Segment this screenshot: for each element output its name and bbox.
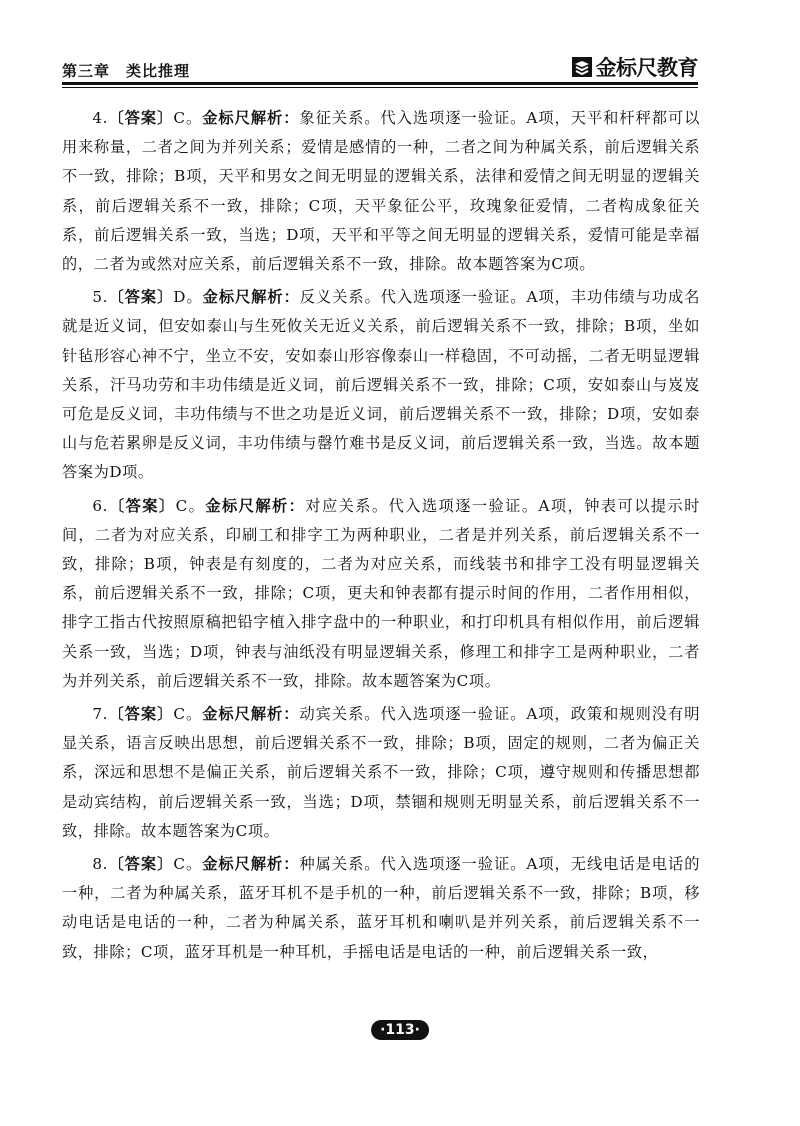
analysis-label: 金标尺解析： — [202, 109, 300, 127]
chapter-title: 第三章 类比推理 — [62, 62, 191, 80]
answer-option: C。 — [173, 109, 203, 127]
answer-item — [62, 700, 700, 846]
analysis-label: 金标尺解析： — [202, 705, 300, 724]
answer-label: 〔答案〕 — [108, 288, 174, 307]
analysis-text: 反义关系。代入选项逐一验证。A项，丰功伟绩与功成名就是近义词，但安如泰山与生死攸关无近义关系，前后逻辑关系不一致，排除；B项，坐如针毡形容心神不宁，坐立不安，安如泰山形容像泰山一样稳固，不可动摇，二者无明显逻辑关系，汗马功劳和丰功伟绩是近义词，前后逻辑关系不一致，排除；C项，安如泰山与岌岌可危是反义词，丰功伟绩与不世之功是近义词，前后逻辑关系不一致，排除；D项，安如泰山与危若累卵是反义词，丰功伟绩与罄竹难书是反义词，前后逻辑关系一致，当选。故本题答案为D项。 — [62, 288, 700, 482]
analysis-label: 金标尺解析： — [205, 496, 306, 515]
analysis-label: 金标尺解析： — [202, 855, 300, 874]
question-number: 4. — [92, 109, 109, 127]
page-number-label: ·113· — [371, 1020, 429, 1040]
answer-item — [62, 850, 700, 967]
brand-name: 金标尺教育 — [595, 56, 698, 80]
question-number: 7. — [92, 705, 109, 724]
analysis-text: 象征关系。代入选项逐一验证。A项，天平和杆秤都可以用来称量，二者之间为并列关系；爱情是感情的一种，二者之间为种属关系，前后逻辑关系不一致，排除；B项，天平和男女之间无明显的逻辑关系，法律和爱情之间无明显的逻辑关系，前后逻辑关系不一致，排除；C项，天平象征公平，玫瑰象征爱情，二者构成象征关系，前后逻辑关系一致，当选；D项，天平和平等之间无明显的逻辑关系，爱情可能是幸福的，二者为或然对应关系，前后逻辑关系不一致，排除。故本题答案为C项。 — [62, 109, 700, 274]
brand-logo — [571, 54, 699, 80]
header-rule-thin — [62, 87, 698, 88]
answer-option: C。 — [175, 496, 206, 515]
page-number — [371, 1020, 429, 1040]
answer-item — [62, 492, 700, 696]
analysis-text: 对应关系。代入选项逐一验证。A项，钟表可以提示时间，二者为对应关系，印刷工和排字工为两种职业，二者是并列关系，前后逻辑关系不一致，排除；B项，钟表是有刻度的，二者为对应关系，而线装书和排字工没有明显逻辑关系，前后逻辑关系不一致，排除；C项，更夫和钟表都有提示时间的作用，二者作用相似，排字工指古代按照原稿把铅字植入排字盘中的一种职业，和打印机具有相似作用，前后逻辑关系一致，当选；D项，钟表与油纸没有明显逻辑关系，修理工和排字工是两种职业，二者为并列关系，前后逻辑关系不一致，排除。故本题答案为C项。 — [62, 496, 700, 690]
question-number: 6. — [92, 496, 109, 515]
page-header — [62, 48, 698, 92]
answer-item — [62, 104, 700, 279]
answer-label: 〔答案〕 — [108, 855, 174, 874]
analysis-text: 动宾关系。代入选项逐一验证。A项，政策和规则没有明显关系，语言反映出思想，前后逻辑关系不一致，排除；B项，固定的规则，二者为偏正关系，深远和思想不是偏正关系，前后逻辑关系不一致，排除；C项，遵守规则和传播思想都是动宾结构，前后逻辑关系一致，当选；D项，禁锢和规则无明显关系，前后逻辑关系不一致，排除。故本题答案为C项。 — [62, 705, 700, 840]
answer-option: C。 — [173, 855, 203, 874]
answer-label: 〔答案〕 — [108, 109, 174, 127]
header-rule-thick — [62, 82, 698, 85]
book-logo-icon — [571, 56, 593, 78]
analysis-text: 种属关系。代入选项逐一验证。A项，无线电话是电话的一种，二者为种属关系，蓝牙耳机不是手机的一种，前后逻辑关系不一致，排除；B项，移动电话是电话的一种，二者为种属关系，蓝牙耳机和喇叭是并列关系，前后逻辑关系不一致，排除；C项，蓝牙耳机是一种耳机，手摇电话是电话的一种，前后逻辑关系一致， — [62, 855, 700, 961]
question-number: 5. — [92, 288, 109, 307]
answer-list — [62, 104, 700, 971]
answer-option: D。 — [173, 288, 203, 307]
answer-label: 〔答案〕 — [108, 705, 174, 724]
answer-label: 〔答案〕 — [108, 496, 176, 515]
question-number: 8. — [92, 855, 109, 874]
analysis-label: 金标尺解析： — [202, 288, 300, 307]
answer-item — [62, 283, 700, 487]
answer-option: C。 — [173, 705, 203, 724]
